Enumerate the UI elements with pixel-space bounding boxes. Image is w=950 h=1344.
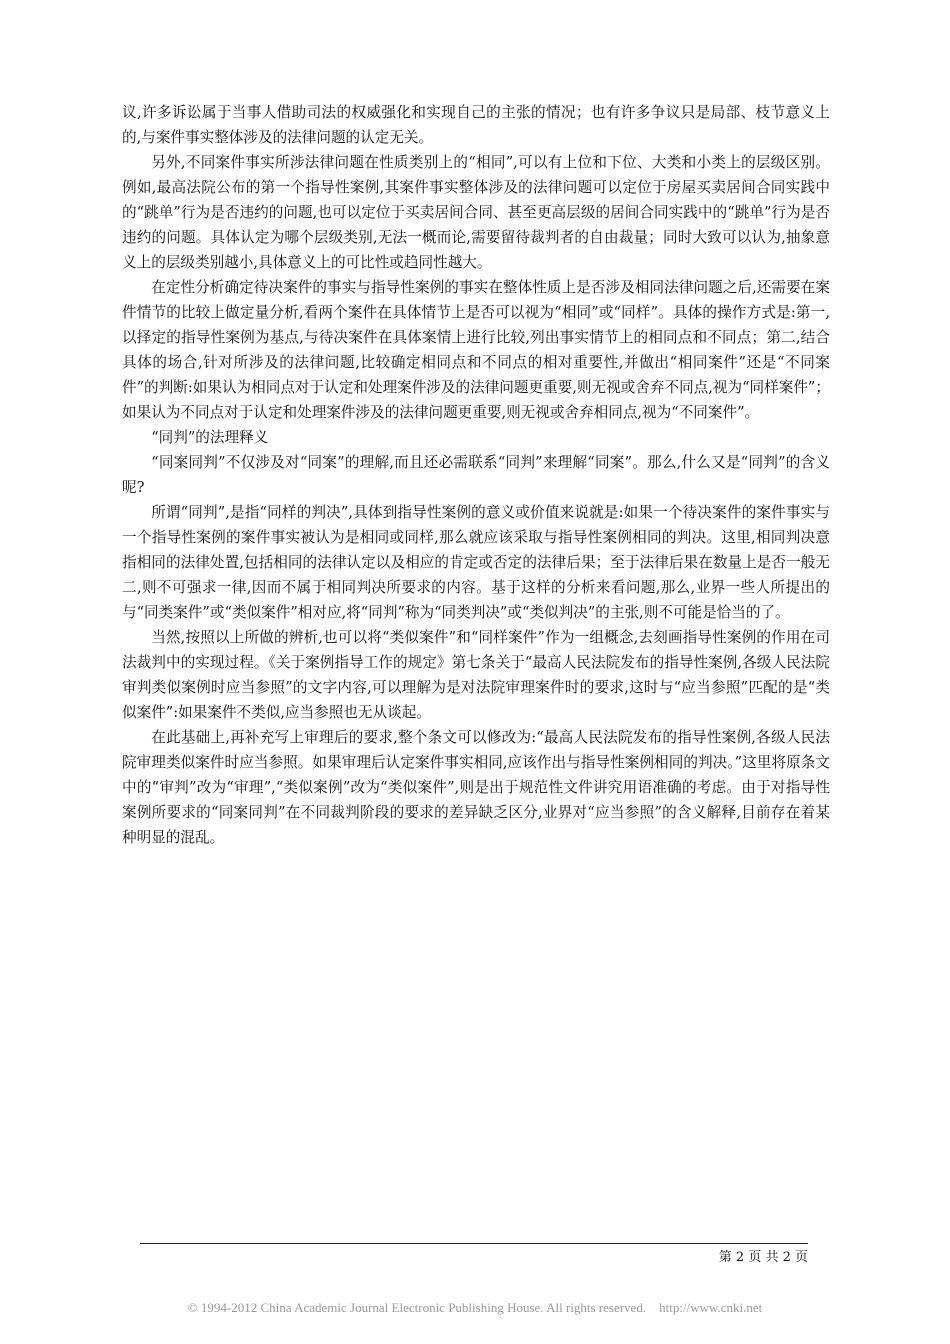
page-number: 第 2 页 共 2 页	[718, 1250, 808, 1265]
paragraph: 当然,按照以上所做的辨析,也可以将“类似案件”和“同样案件”作为一组概念,去刻画指导性案例的作用在司法裁判中的实现过程。《关于案例指导工作的规定》第七条关于“最高人民法院发布的指导性案例,各级人民法院审判类似案例时应当参照”的文字内容,可以理解为是对法院审理案件时的要求,这时与“应当参照”匹配的是“类似案件”:如果案件不类似,应当参照也无从谈起。	[122, 629, 830, 721]
article-body	[122, 100, 830, 850]
paragraph: 议,许多诉讼属于当事人借助司法的权威强化和实现自己的主张的情况；也有许多争议只是局部、枝节意义上的,与案件事实整体涉及的法律问题的认定无关。	[122, 104, 830, 146]
paragraph: 在定性分析确定待决案件的事实与指导性案例的事实在整体性质上是否涉及相同法律问题之后,还需要在案件情节的比较上做定量分析,看两个案件在具体情节上是否可以视为“相同”或“同样”。具体的操作方式是:第一,以择定的指导性案例为基点,与待决案件在具体案情上进行比较,列出事实情节上的相同点和不同点；第二,结合具体的场合,针对所涉及的法律问题,比较确定相同点和不同点的相对重要性,并做出“相同案件”还是“不同案件”的判断:如果认为相同点对于认定和处理案件涉及的法律问题更重要,则无视或舍弃不同点,视为“同样案件”；如果认为不同点对于认定和处理案件涉及的法律问题更重要,则无视或舍弃相同点,视为“不同案件”。	[122, 279, 830, 421]
paragraph: 所谓“同判”,是指“同样的判决”,具体到指导性案例的意义或价值来说就是:如果一个待决案件的案件事实与一个指导性案例的案件事实被认为是相同或同样,那么就应该采取与指导性案例相同的判决。这里,相同判决意指相同的法律处置,包括相同的法律认定以及相应的肯定或否定的法律后果；至于法律后果在数量上是否一般无二,则不可强求一律,因而不属于相同判决所要求的内容。基于这样的分析来看问题,那么,业界一些人所提出的与“同类案件”或“类似案件”相对应,将“同判”称为“同类判决”或“类似判决”的主张,则不可能是恰当的了。	[122, 504, 830, 621]
footer-divider	[140, 1243, 808, 1244]
paragraph: 另外,不同案件事实所涉法律问题在性质类别上的“相同”,可以有上位和下位、大类和小类上的层级区别。例如,最高法院公布的第一个指导性案例,其案件事实整体涉及的法律问题可以定位于房屋买卖居间合同实践中的“跳单”行为是否违约的问题,也可以定位于买卖居间合同、甚至更高层级的居间合同实践中的“跳单”行为是否违约的问题。具体认定为哪个层级类别,无法一概而论,需要留待裁判者的自由裁量；同时大致可以认为,抽象意义上的层级类别越小,具体意义上的可比性或趋同性越大。	[122, 154, 830, 271]
copyright-notice: © 1994-2012 China Academic Journal Electronic Publishing House. All rights reserved. http://www.cnki.net	[187, 1300, 763, 1315]
section-heading: “同判”的法理释义	[151, 429, 269, 446]
paragraph: “同案同判”不仅涉及对“同案”的理解,而且还必需联系“同判”来理解“同案”。那么,什么又是“同判”的含义呢?	[122, 454, 830, 496]
paragraph: 在此基础上,再补充写上审理后的要求,整个条文可以修改为:“最高人民法院发布的指导性案例,各级人民法院审理类似案件时应当参照。如果审理后认定案件事实相同,应该作出与指导性案例相同的判决。”这里将原条文中的“审判”改为“审理”,“类似案例”改为“类似案件”,则是出于规范性文件讲究用语准确的考虑。由于对指导性案例所要求的“同案同判”在不同裁判阶段的要求的差异缺乏区分,业界对“应当参照”的含义解释,目前存在着某种明显的混乱。	[122, 729, 830, 846]
